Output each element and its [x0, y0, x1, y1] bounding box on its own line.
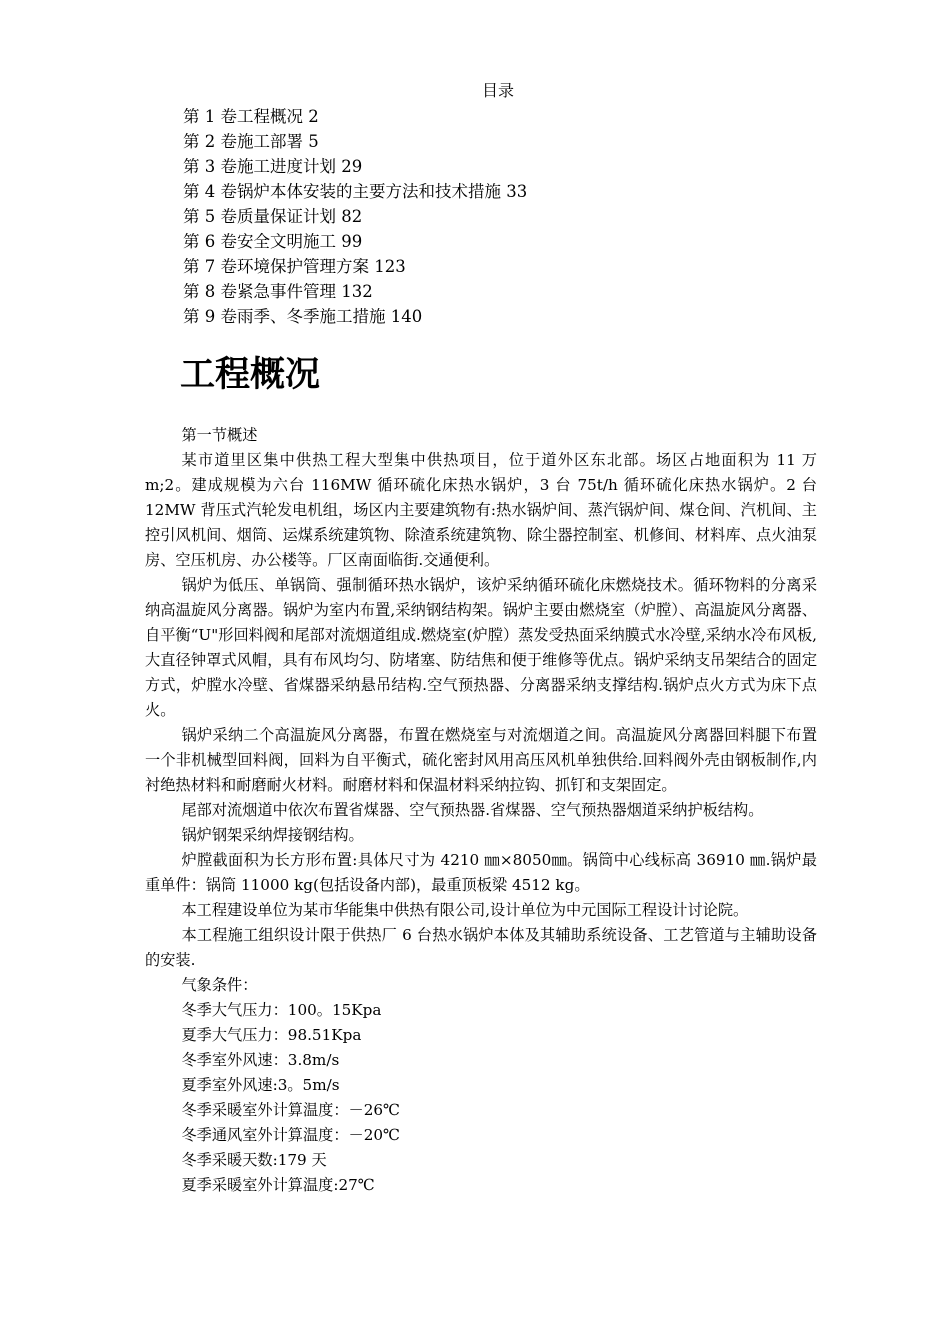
toc-item-volume-9: 第 9 卷雨季、冬季施工措施 140 [183, 307, 423, 326]
weather-winter-pressure: 冬季大气压力：100。15Kpa [181, 1001, 382, 1019]
weather-summer-wind: 夏季室外风速:3。5m/s [181, 1076, 340, 1094]
paragraph-scope: 本工程施工组织设计限于供热厂 6 台热水锅炉本体及其辅助系统设备、工艺管道与主辅助设备的安装. [145, 926, 817, 969]
paragraph-owner-designer: 本工程建设单位为某市华能集中供热有限公司,设计单位为中元国际工程设计讨论院。 [181, 901, 749, 919]
weather-summer-temp: 夏季采暖室外计算温度:27℃ [181, 1176, 375, 1194]
toc-item-volume-5: 第 5 卷质量保证计划 82 [183, 207, 363, 226]
paragraph-boiler-description: 锅炉为低压、单锅筒、强制循环热水锅炉，该炉采纳循环硫化床燃烧技术。循环物料的分离采纳高温旋风分离器。锅炉为室内布置,采纳钢结构架。锅炉主要由燃烧室（炉膛）、高温旋风分离器、自平衡“U"形回料阀和尾部对流烟道组成.燃烧室(炉膛）蒸发受热面采纳膜式水冷壁,采纳水冷布风板,大直径钟罩式风帽，具有布风均匀、防堵塞、防结焦和便于维修等优点。锅炉采纳支吊架结合的固定方式，炉膛水冷壁、省煤器采纳悬吊结构.空气预热器、分离器采纳支撑结构.锅炉点火方式为床下点火。 [145, 576, 817, 719]
weather-heating-days: 冬季采暖天数:179 天 [181, 1151, 327, 1169]
section-heading: 第一节概述 [181, 426, 258, 444]
paragraph-cyclone-separator: 锅炉采纳二个高温旋风分离器，布置在燃烧室与对流烟道之间。高温旋风分离器回料腿下布置一个非机械型回料阀，回料为自平衡式，硫化密封风用高压风机单独供给.回料阀外壳由钢板制作,内衬绝热材料和耐磨耐火材料。耐磨材料和保温材料采纳拉钩、抓钉和支架固定。 [145, 726, 817, 794]
paragraph-tail-flue: 尾部对流烟道中依次布置省煤器、空气预热器.省煤器、空气预热器烟道采纳护板结构。 [181, 801, 764, 819]
paragraph-furnace-dimensions: 炉膛截面积为长方形布置:具体尺寸为 4210 ㎜×8050㎜。锅筒中心线标高 36910 ㎜.锅炉最重单件：锅筒 11000 kg(包括设备内部)，最重顶板梁 4512 kg。 [145, 851, 817, 894]
toc-title: 目录 [481, 81, 514, 100]
toc-item-volume-4: 第 4 卷锅炉本体安装的主要方法和技术措施 33 [183, 182, 528, 201]
weather-winter-ventilation-temp: 冬季通风室外计算温度：－20℃ [181, 1126, 401, 1144]
weather-winter-wind: 冬季室外风速：3.8m/s [181, 1051, 340, 1069]
toc-item-volume-6: 第 6 卷安全文明施工 99 [183, 232, 363, 251]
toc-item-volume-1: 第 1 卷工程概况 2 [183, 107, 319, 126]
paragraph-steel-frame: 锅炉钢架采纳焊接钢结构。 [181, 826, 364, 844]
toc-item-volume-8: 第 8 卷紧急事件管理 132 [183, 282, 373, 301]
chapter-body [145, 423, 817, 1198]
toc-item-volume-3: 第 3 卷施工进度计划 29 [183, 157, 363, 176]
paragraph-project-overview: 某市道里区集中供热工程大型集中供热项目，位于道外区东北部。场区占地面积为 11 万 m;2。建成规模为六台 116MW 循环硫化床热水锅炉，3 台 75t/h 循环硫化床热水锅炉。2 台 12MW 背压式汽轮发电机组，场区内主要建筑物有:热水锅炉间、蒸汽锅炉间、煤仓间、汽机间、主控引风机间、烟筒、运煤系统建筑物、除渣系统建筑物、除尘器控制室、机修间、材料库、点火油泵房、空压机房、办公楼等。厂区南面临街.交通便利。 [145, 451, 817, 569]
table-of-contents [183, 104, 527, 329]
toc-item-volume-7: 第 7 卷环境保护管理方案 123 [183, 257, 406, 276]
weather-winter-heating-temp: 冬季采暖室外计算温度：－26℃ [181, 1101, 401, 1119]
chapter-title: 工程概况 [180, 355, 321, 395]
toc-item-volume-2: 第 2 卷施工部署 5 [183, 132, 319, 151]
weather-summer-pressure: 夏季大气压力：98.51Kpa [181, 1026, 362, 1044]
weather-heading: 气象条件： [181, 976, 258, 994]
